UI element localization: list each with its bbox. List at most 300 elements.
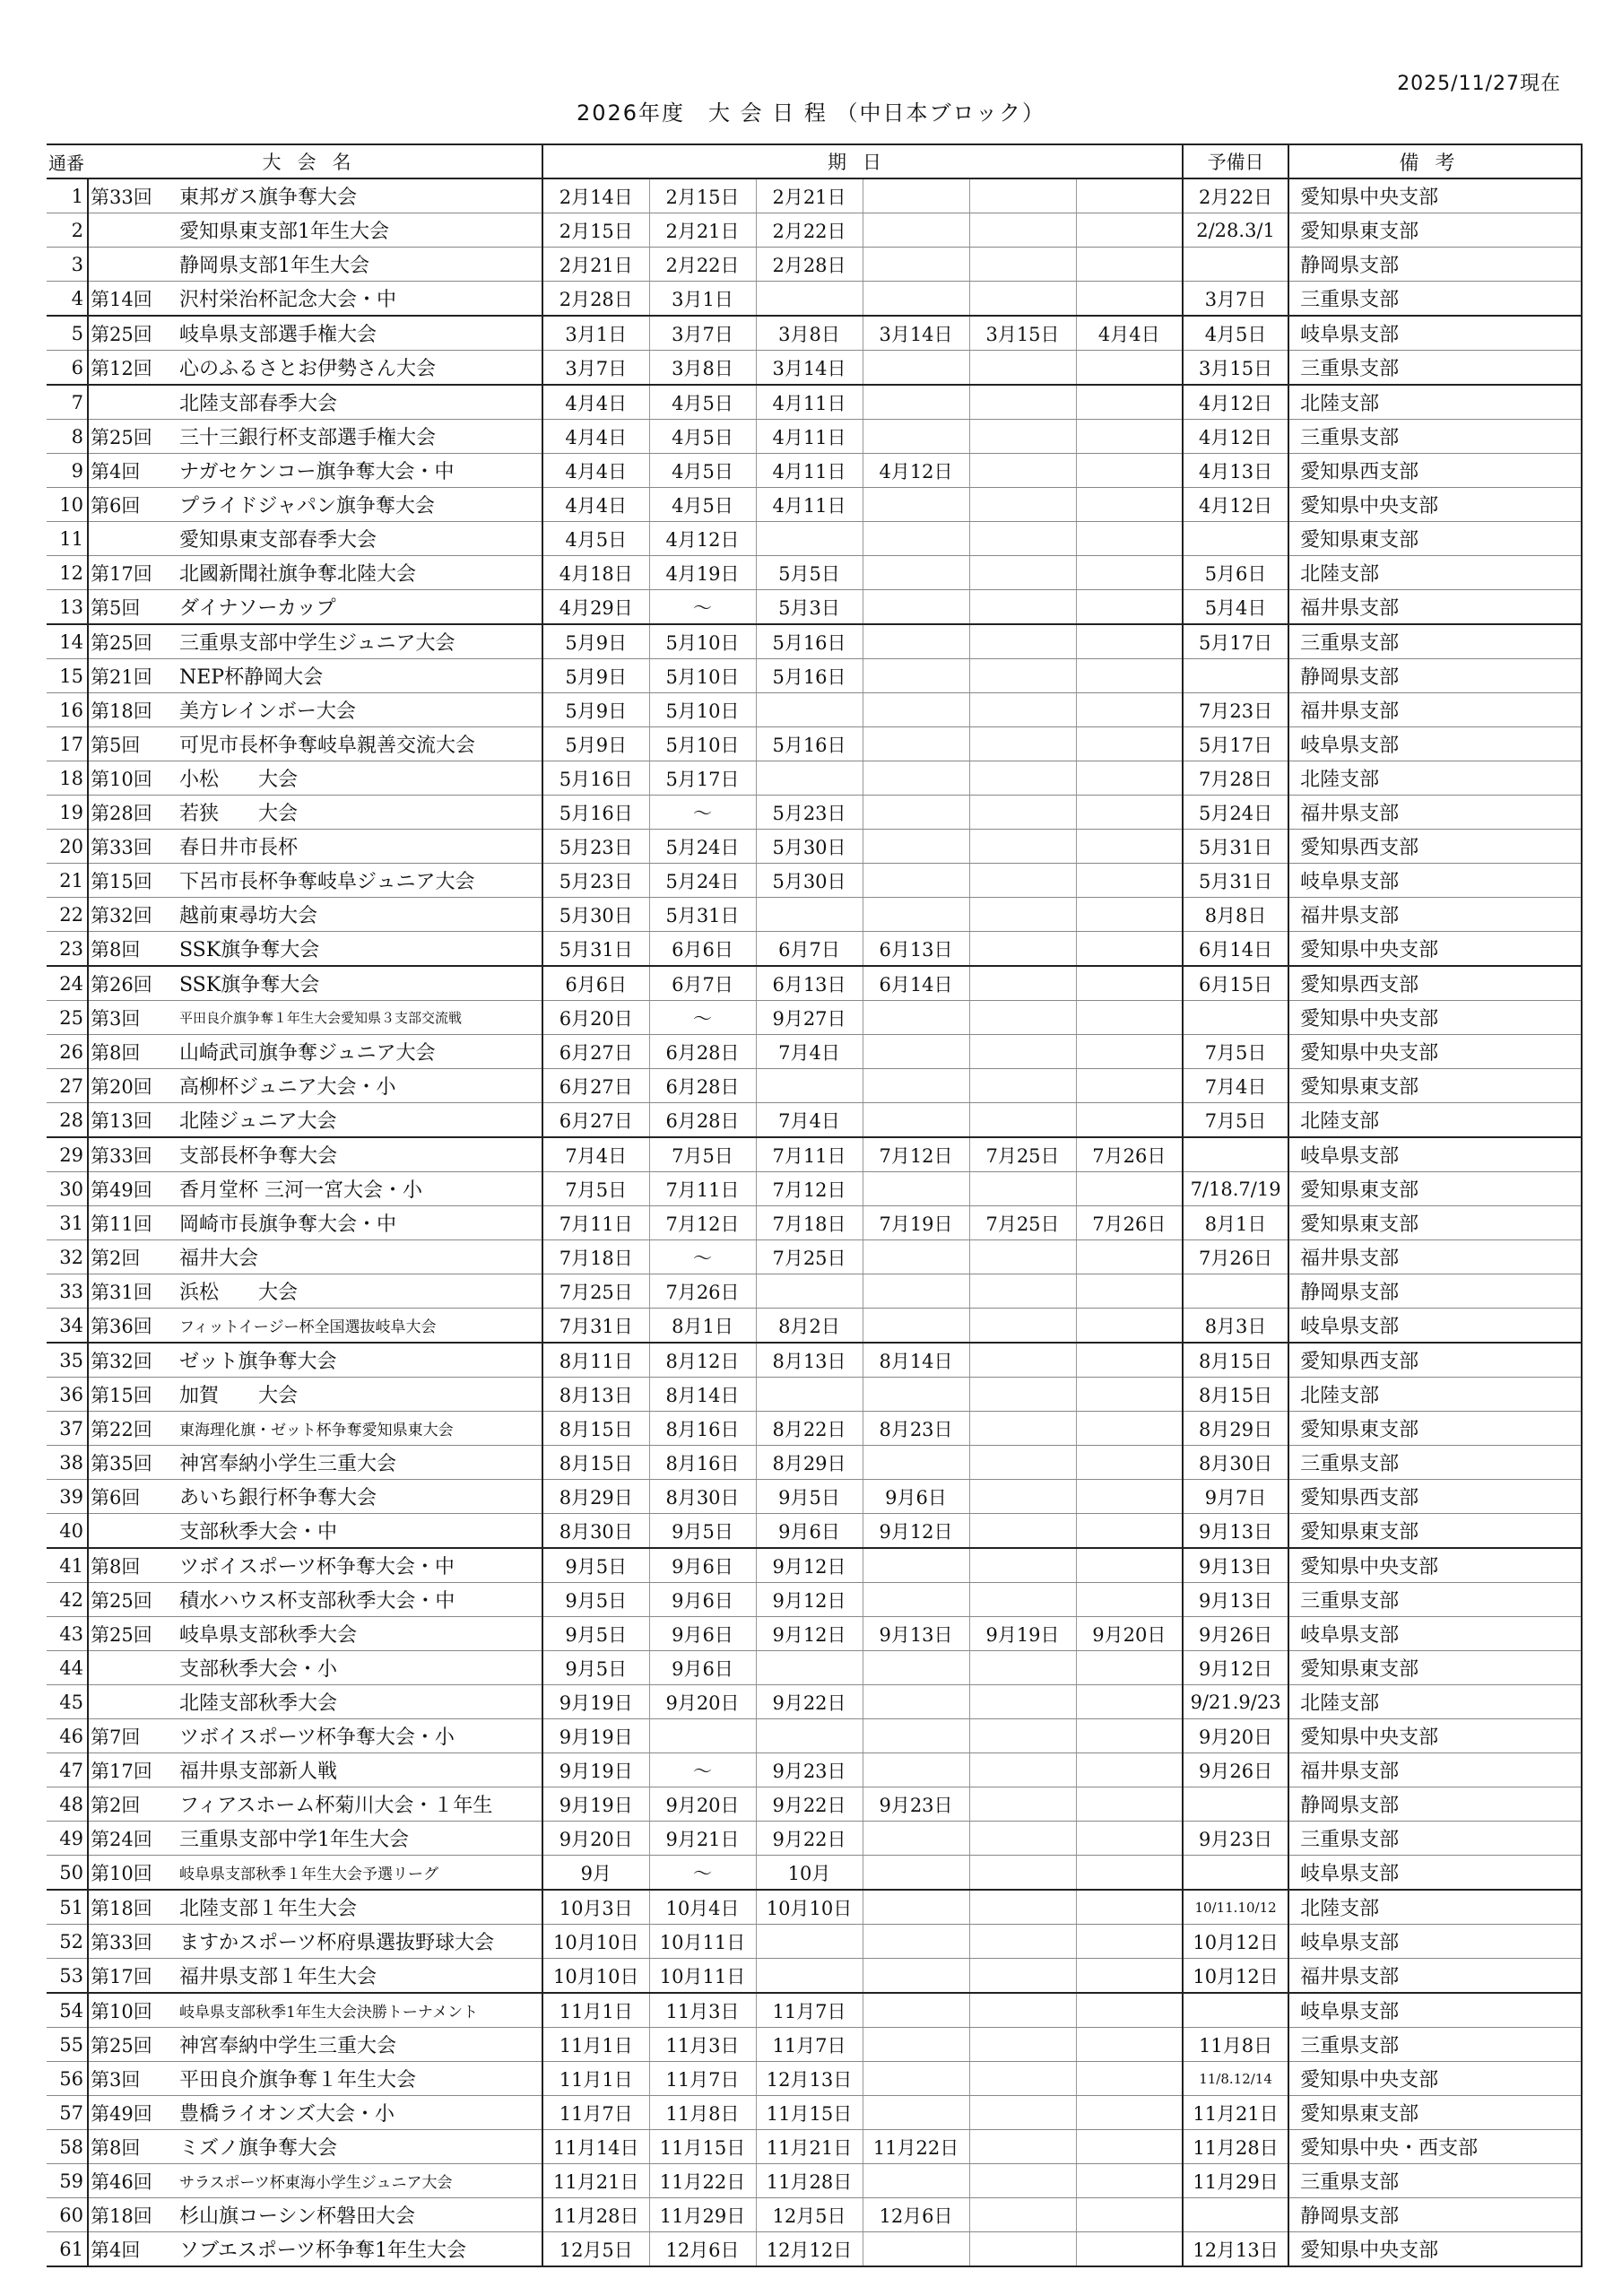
table-row bbox=[47, 1685, 1582, 1719]
edition-cell: 第49回 bbox=[88, 1172, 178, 1206]
remarks-cell: 静岡県支部 bbox=[1288, 659, 1582, 693]
date-cell bbox=[969, 1309, 1076, 1344]
row-number: 32 bbox=[47, 1240, 88, 1274]
date-cell: 11月14日 bbox=[542, 2130, 649, 2164]
remarks-cell: 三重県支部 bbox=[1288, 2164, 1582, 2198]
tournament-name: 若狭 大会 bbox=[178, 796, 542, 830]
date-cell: 11月21日 bbox=[542, 2164, 649, 2198]
date-cell: 4月12日 bbox=[649, 522, 756, 556]
date-cell bbox=[1076, 2164, 1183, 2198]
tournament-name: SSK旗争奪大会 bbox=[178, 966, 542, 1001]
table-row bbox=[47, 1274, 1582, 1309]
date-cell: 11月21日 bbox=[756, 2130, 863, 2164]
reserve-date: 9月20日 bbox=[1183, 1719, 1288, 1753]
date-cell: 3月1日 bbox=[542, 316, 649, 351]
date-cell bbox=[1076, 727, 1183, 761]
header-yobi: 予備日 bbox=[1183, 144, 1288, 178]
reserve-date: 9/21.9/23 bbox=[1183, 1685, 1288, 1719]
tournament-name: 高柳杯ジュニア大会・小 bbox=[178, 1069, 542, 1103]
date-cell: 4月11日 bbox=[756, 385, 863, 420]
remarks-cell: 三重県支部 bbox=[1288, 624, 1582, 659]
date-cell: 10月10日 bbox=[542, 1959, 649, 1994]
remarks-cell: 愛知県中央支部 bbox=[1288, 1719, 1582, 1753]
date-cell bbox=[1076, 1378, 1183, 1412]
date-cell bbox=[1076, 864, 1183, 898]
reserve-date: 5月31日 bbox=[1183, 864, 1288, 898]
reserve-date: 8月8日 bbox=[1183, 898, 1288, 932]
table-row bbox=[47, 1309, 1582, 1344]
date-cell bbox=[863, 488, 969, 522]
row-number: 14 bbox=[47, 624, 88, 659]
row-number: 43 bbox=[47, 1617, 88, 1651]
remarks-cell: 愛知県中央支部 bbox=[1288, 1001, 1582, 1035]
date-cell bbox=[969, 2096, 1076, 2130]
row-number: 6 bbox=[47, 351, 88, 386]
date-cell bbox=[756, 522, 863, 556]
date-cell: 4月12日 bbox=[863, 454, 969, 488]
edition-cell: 第8回 bbox=[88, 2130, 178, 2164]
date-cell: 7月25日 bbox=[756, 1240, 863, 1274]
reserve-date bbox=[1183, 1274, 1288, 1309]
date-cell: 11月15日 bbox=[756, 2096, 863, 2130]
date-cell bbox=[1076, 213, 1183, 248]
date-cell bbox=[1076, 624, 1183, 659]
reserve-date: 7月23日 bbox=[1183, 693, 1288, 727]
edition-cell: 第2回 bbox=[88, 1240, 178, 1274]
edition-cell: 第31回 bbox=[88, 1274, 178, 1309]
edition-cell: 第5回 bbox=[88, 727, 178, 761]
table-row bbox=[47, 2028, 1582, 2062]
remarks-cell: 愛知県西支部 bbox=[1288, 454, 1582, 488]
edition-cell bbox=[88, 385, 178, 420]
date-cell: 5月9日 bbox=[542, 727, 649, 761]
date-cell: 12月5日 bbox=[542, 2232, 649, 2267]
date-cell: 7月26日 bbox=[1076, 1206, 1183, 1240]
date-cell bbox=[1076, 761, 1183, 796]
date-cell bbox=[1076, 2028, 1183, 2062]
date-cell: 11月15日 bbox=[649, 2130, 756, 2164]
date-cell: 3月14日 bbox=[756, 351, 863, 386]
date-cell bbox=[1076, 1446, 1183, 1480]
date-cell bbox=[1076, 693, 1183, 727]
tournament-name: 愛知県東支部1年生大会 bbox=[178, 213, 542, 248]
row-number: 30 bbox=[47, 1172, 88, 1206]
edition-cell: 第10回 bbox=[88, 1856, 178, 1891]
date-cell bbox=[1076, 2130, 1183, 2164]
date-cell: 9月27日 bbox=[756, 1001, 863, 1035]
tournament-name: ツボイスポーツ杯争奪大会・小 bbox=[178, 1719, 542, 1753]
table-row bbox=[47, 522, 1582, 556]
row-number: 29 bbox=[47, 1137, 88, 1172]
date-cell: 11月7日 bbox=[542, 2096, 649, 2130]
date-cell: 4月11日 bbox=[756, 420, 863, 454]
table-row bbox=[47, 1583, 1582, 1617]
date-cell: 7月4日 bbox=[756, 1035, 863, 1069]
edition-cell: 第15回 bbox=[88, 864, 178, 898]
date-cell: 6月28日 bbox=[649, 1035, 756, 1069]
row-number: 39 bbox=[47, 1480, 88, 1514]
date-cell: 4月4日 bbox=[542, 454, 649, 488]
remarks-cell: 愛知県中央支部 bbox=[1288, 1035, 1582, 1069]
row-number: 60 bbox=[47, 2198, 88, 2232]
table-row bbox=[47, 659, 1582, 693]
date-cell: 9月5日 bbox=[649, 1514, 756, 1549]
edition-cell bbox=[88, 1685, 178, 1719]
reserve-date: 4月12日 bbox=[1183, 488, 1288, 522]
reserve-date: 4月13日 bbox=[1183, 454, 1288, 488]
table-row bbox=[47, 1103, 1582, 1138]
remarks-cell: 三重県支部 bbox=[1288, 2028, 1582, 2062]
table-row bbox=[47, 1480, 1582, 1514]
date-cell: 9月12日 bbox=[756, 1617, 863, 1651]
date-cell: 2月22日 bbox=[649, 248, 756, 282]
date-cell: 6月6日 bbox=[542, 966, 649, 1001]
tournament-name: フィットイージー杯全国選抜岐阜大会 bbox=[178, 1309, 542, 1344]
tournament-name: 小松 大会 bbox=[178, 761, 542, 796]
remarks-cell: 愛知県中央・西支部 bbox=[1288, 2130, 1582, 2164]
date-cell: 5月16日 bbox=[542, 796, 649, 830]
tournament-name: 岡崎市長旗争奪大会・中 bbox=[178, 1206, 542, 1240]
remarks-cell: 愛知県東支部 bbox=[1288, 213, 1582, 248]
header-no: 通番 bbox=[47, 144, 88, 178]
edition-cell: 第32回 bbox=[88, 898, 178, 932]
reserve-date: 6月14日 bbox=[1183, 932, 1288, 967]
date-cell: 11月3日 bbox=[649, 1993, 756, 2028]
date-cell bbox=[1076, 1309, 1183, 1344]
row-number: 53 bbox=[47, 1959, 88, 1994]
date-cell bbox=[969, 1925, 1076, 1959]
tournament-name: ナガセケンコー旗争奪大会・中 bbox=[178, 454, 542, 488]
remarks-cell: 北陸支部 bbox=[1288, 1378, 1582, 1412]
header-row bbox=[47, 144, 1582, 178]
date-cell bbox=[969, 213, 1076, 248]
row-number: 59 bbox=[47, 2164, 88, 2198]
date-cell bbox=[1076, 2062, 1183, 2096]
date-cell: ～ bbox=[649, 1001, 756, 1035]
row-number: 49 bbox=[47, 1822, 88, 1856]
reserve-date: 8月3日 bbox=[1183, 1309, 1288, 1344]
date-cell bbox=[863, 420, 969, 454]
date-cell: 2月15日 bbox=[542, 213, 649, 248]
date-cell bbox=[969, 659, 1076, 693]
tournament-name: 春日井市長杯 bbox=[178, 830, 542, 864]
date-cell bbox=[1076, 1172, 1183, 1206]
edition-cell: 第2回 bbox=[88, 1787, 178, 1822]
tournament-name: 支部長杯争奪大会 bbox=[178, 1137, 542, 1172]
row-number: 55 bbox=[47, 2028, 88, 2062]
date-cell: 4月5日 bbox=[542, 522, 649, 556]
tournament-name: 積水ハウス杯支部秋季大会・中 bbox=[178, 1583, 542, 1617]
reserve-date: 9月12日 bbox=[1183, 1651, 1288, 1685]
date-cell: 9月13日 bbox=[863, 1617, 969, 1651]
date-cell bbox=[1076, 1274, 1183, 1309]
reserve-date: 9月7日 bbox=[1183, 1480, 1288, 1514]
date-cell bbox=[863, 1035, 969, 1069]
edition-cell: 第13回 bbox=[88, 1103, 178, 1138]
date-cell bbox=[863, 248, 969, 282]
remarks-cell: 三重県支部 bbox=[1288, 351, 1582, 386]
row-number: 11 bbox=[47, 522, 88, 556]
table-row bbox=[47, 1446, 1582, 1480]
table-row bbox=[47, 1993, 1582, 2028]
row-number: 4 bbox=[47, 282, 88, 317]
date-cell: 9月22日 bbox=[756, 1822, 863, 1856]
date-cell: 3月14日 bbox=[863, 316, 969, 351]
row-number: 54 bbox=[47, 1993, 88, 2028]
date-cell bbox=[1076, 522, 1183, 556]
date-cell: 9月19日 bbox=[542, 1685, 649, 1719]
table-row bbox=[47, 2164, 1582, 2198]
table-row bbox=[47, 385, 1582, 420]
date-cell bbox=[969, 2198, 1076, 2232]
date-cell: 11月1日 bbox=[542, 2062, 649, 2096]
date-cell: 10月11日 bbox=[649, 1959, 756, 1994]
remarks-cell: 北陸支部 bbox=[1288, 1890, 1582, 1925]
row-number: 20 bbox=[47, 830, 88, 864]
reserve-date: 12月13日 bbox=[1183, 2232, 1288, 2267]
row-number: 18 bbox=[47, 761, 88, 796]
date-cell: 9月19日 bbox=[969, 1617, 1076, 1651]
date-cell: 4月4日 bbox=[1076, 316, 1183, 351]
row-number: 45 bbox=[47, 1685, 88, 1719]
date-cell bbox=[863, 590, 969, 625]
date-cell: 6月20日 bbox=[542, 1001, 649, 1035]
date-cell bbox=[863, 1822, 969, 1856]
date-cell bbox=[1076, 1753, 1183, 1787]
row-number: 5 bbox=[47, 316, 88, 351]
date-cell bbox=[863, 1069, 969, 1103]
edition-cell: 第24回 bbox=[88, 1822, 178, 1856]
table-row bbox=[47, 178, 1582, 213]
date-cell bbox=[1076, 830, 1183, 864]
table-row bbox=[47, 693, 1582, 727]
edition-cell: 第25回 bbox=[88, 420, 178, 454]
date-cell: 10月4日 bbox=[649, 1890, 756, 1925]
date-cell: 11月22日 bbox=[649, 2164, 756, 2198]
date-cell bbox=[756, 1925, 863, 1959]
date-cell: 12月12日 bbox=[756, 2232, 863, 2267]
date-cell bbox=[1076, 1480, 1183, 1514]
remarks-cell: 岐阜県支部 bbox=[1288, 1309, 1582, 1344]
date-cell bbox=[863, 1309, 969, 1344]
date-cell bbox=[1076, 659, 1183, 693]
date-cell bbox=[1076, 178, 1183, 213]
remarks-cell: 岐阜県支部 bbox=[1288, 1993, 1582, 2028]
date-cell bbox=[863, 1446, 969, 1480]
date-cell bbox=[969, 898, 1076, 932]
reserve-date: 9月23日 bbox=[1183, 1822, 1288, 1856]
date-cell: 5月9日 bbox=[542, 659, 649, 693]
date-cell: 4月4日 bbox=[542, 385, 649, 420]
date-cell: 9月19日 bbox=[542, 1753, 649, 1787]
date-cell bbox=[969, 1719, 1076, 1753]
date-cell: 2月28日 bbox=[542, 282, 649, 317]
date-cell bbox=[969, 351, 1076, 386]
date-cell bbox=[863, 1993, 969, 2028]
date-cell: 10月11日 bbox=[649, 1925, 756, 1959]
remarks-cell: 愛知県中央支部 bbox=[1288, 178, 1582, 213]
row-number: 22 bbox=[47, 898, 88, 932]
date-cell: 7月25日 bbox=[969, 1137, 1076, 1172]
date-cell bbox=[1076, 590, 1183, 625]
date-cell: 8月30日 bbox=[542, 1514, 649, 1549]
date-cell bbox=[969, 1412, 1076, 1446]
date-cell: 5月23日 bbox=[542, 864, 649, 898]
tournament-name: 支部秋季大会・中 bbox=[178, 1514, 542, 1549]
tournament-name: ゼット旗争奪大会 bbox=[178, 1343, 542, 1378]
date-cell bbox=[756, 282, 863, 317]
table-row bbox=[47, 1890, 1582, 1925]
date-cell: 4月5日 bbox=[649, 488, 756, 522]
edition-cell: 第33回 bbox=[88, 830, 178, 864]
table-row bbox=[47, 2096, 1582, 2130]
date-cell: 4月18日 bbox=[542, 556, 649, 590]
table-row bbox=[47, 966, 1582, 1001]
table-row bbox=[47, 1787, 1582, 1822]
date-cell bbox=[863, 1001, 969, 1035]
date-cell: 2月15日 bbox=[649, 178, 756, 213]
tournament-name: 北陸支部秋季大会 bbox=[178, 1685, 542, 1719]
table-row bbox=[47, 1548, 1582, 1583]
row-number: 24 bbox=[47, 966, 88, 1001]
row-number: 21 bbox=[47, 864, 88, 898]
remarks-cell: 福井県支部 bbox=[1288, 693, 1582, 727]
date-cell bbox=[969, 796, 1076, 830]
row-number: 57 bbox=[47, 2096, 88, 2130]
row-number: 51 bbox=[47, 1890, 88, 1925]
date-cell: 8月12日 bbox=[649, 1343, 756, 1378]
date-cell bbox=[863, 1890, 969, 1925]
date-cell bbox=[1076, 1103, 1183, 1138]
date-cell bbox=[969, 488, 1076, 522]
date-cell bbox=[863, 178, 969, 213]
table-row bbox=[47, 1925, 1582, 1959]
date-cell: 8月15日 bbox=[542, 1446, 649, 1480]
date-cell bbox=[969, 1787, 1076, 1822]
date-cell bbox=[969, 1240, 1076, 1274]
date-cell: 9月5日 bbox=[542, 1583, 649, 1617]
date-cell bbox=[969, 966, 1076, 1001]
tournament-name: 香月堂杯 三河一宮大会・小 bbox=[178, 1172, 542, 1206]
edition-cell bbox=[88, 248, 178, 282]
edition-cell: 第12回 bbox=[88, 351, 178, 386]
row-number: 44 bbox=[47, 1651, 88, 1685]
date-cell: 6月28日 bbox=[649, 1069, 756, 1103]
reserve-date: 11月8日 bbox=[1183, 2028, 1288, 2062]
edition-cell: 第25回 bbox=[88, 316, 178, 351]
date-cell bbox=[1076, 1822, 1183, 1856]
date-cell: ～ bbox=[649, 1753, 756, 1787]
date-cell: 8月15日 bbox=[542, 1412, 649, 1446]
reserve-date bbox=[1183, 659, 1288, 693]
row-number: 38 bbox=[47, 1446, 88, 1480]
date-cell bbox=[1076, 1583, 1183, 1617]
edition-cell: 第17回 bbox=[88, 1753, 178, 1787]
date-cell bbox=[863, 796, 969, 830]
date-cell bbox=[863, 1856, 969, 1891]
tournament-name: NEP杯静岡大会 bbox=[178, 659, 542, 693]
table-row bbox=[47, 727, 1582, 761]
date-cell: 9月6日 bbox=[649, 1651, 756, 1685]
date-cell: 5月16日 bbox=[756, 624, 863, 659]
header-name: 大会名 bbox=[88, 144, 542, 178]
reserve-date: 5月31日 bbox=[1183, 830, 1288, 864]
date-cell: 4月29日 bbox=[542, 590, 649, 625]
date-cell: 7月25日 bbox=[542, 1274, 649, 1309]
date-cell: 11月28日 bbox=[542, 2198, 649, 2232]
date-cell bbox=[863, 213, 969, 248]
date-cell bbox=[1076, 1548, 1183, 1583]
date-cell bbox=[1076, 1925, 1183, 1959]
date-cell: 6月27日 bbox=[542, 1103, 649, 1138]
edition-cell: 第25回 bbox=[88, 1583, 178, 1617]
edition-cell: 第14回 bbox=[88, 282, 178, 317]
date-cell: 5月3日 bbox=[756, 590, 863, 625]
date-cell bbox=[969, 2164, 1076, 2198]
date-cell: 7月12日 bbox=[649, 1206, 756, 1240]
date-cell bbox=[969, 590, 1076, 625]
date-cell bbox=[1076, 351, 1183, 386]
date-cell: 7月12日 bbox=[863, 1137, 969, 1172]
date-cell bbox=[863, 864, 969, 898]
date-cell bbox=[969, 454, 1076, 488]
date-cell: 8月16日 bbox=[649, 1412, 756, 1446]
edition-cell: 第3回 bbox=[88, 2062, 178, 2096]
reserve-date bbox=[1183, 1787, 1288, 1822]
date-cell bbox=[1076, 1685, 1183, 1719]
date-cell bbox=[1076, 488, 1183, 522]
row-number: 56 bbox=[47, 2062, 88, 2096]
date-cell: 11月28日 bbox=[756, 2164, 863, 2198]
date-cell bbox=[969, 624, 1076, 659]
tournament-name: 三重県支部中学生ジュニア大会 bbox=[178, 624, 542, 659]
row-number: 40 bbox=[47, 1514, 88, 1549]
date-cell: 11月7日 bbox=[756, 1993, 863, 2028]
reserve-date: 7月4日 bbox=[1183, 1069, 1288, 1103]
row-number: 28 bbox=[47, 1103, 88, 1138]
date-cell: 5月10日 bbox=[649, 693, 756, 727]
remarks-cell: 三重県支部 bbox=[1288, 420, 1582, 454]
table-row bbox=[47, 454, 1582, 488]
tournament-name: 可児市長杯争奪岐阜親善交流大会 bbox=[178, 727, 542, 761]
table-row bbox=[47, 1001, 1582, 1035]
date-cell bbox=[969, 1378, 1076, 1412]
remarks-cell: 福井県支部 bbox=[1288, 1753, 1582, 1787]
reserve-date: 8月30日 bbox=[1183, 1446, 1288, 1480]
header-dates: 期日 bbox=[542, 144, 1183, 178]
tournament-name: 北陸支部１年生大会 bbox=[178, 1890, 542, 1925]
row-number: 52 bbox=[47, 1925, 88, 1959]
edition-cell: 第26回 bbox=[88, 966, 178, 1001]
row-number: 50 bbox=[47, 1856, 88, 1891]
date-cell bbox=[969, 1959, 1076, 1994]
date-cell bbox=[1076, 898, 1183, 932]
date-cell: 5月16日 bbox=[756, 727, 863, 761]
remarks-cell: 三重県支部 bbox=[1288, 1446, 1582, 1480]
date-cell bbox=[756, 1719, 863, 1753]
date-cell bbox=[1076, 2198, 1183, 2232]
date-cell: 9月12日 bbox=[863, 1514, 969, 1549]
table-row bbox=[47, 1412, 1582, 1446]
date-cell bbox=[1076, 1001, 1183, 1035]
date-cell: 9月5日 bbox=[756, 1480, 863, 1514]
tournament-name: 福井県支部新人戦 bbox=[178, 1753, 542, 1787]
table-row bbox=[47, 1240, 1582, 1274]
date-cell bbox=[863, 693, 969, 727]
tournament-name: 平田良介旗争奪１年生大会 bbox=[178, 2062, 542, 2096]
remarks-cell: 岐阜県支部 bbox=[1288, 1617, 1582, 1651]
date-cell: 9月6日 bbox=[649, 1583, 756, 1617]
